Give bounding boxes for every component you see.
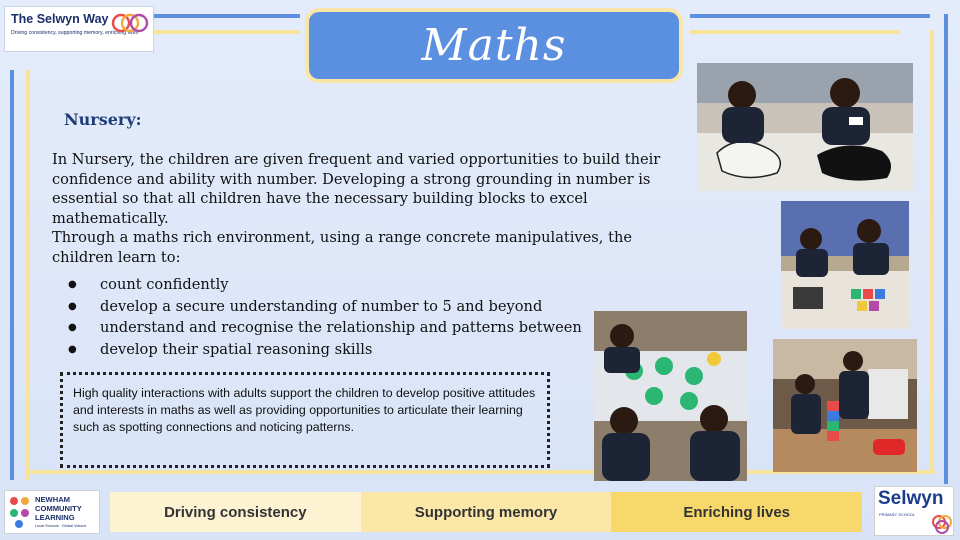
- frame-line: [150, 30, 300, 34]
- selwyn-name: Selwyn: [878, 488, 944, 509]
- photo-building-blocks: [773, 339, 917, 472]
- section-heading: Nursery:: [64, 110, 142, 129]
- logo-subtitle: Driving consistency, supporting memory, enriching lives: [11, 30, 138, 36]
- frame-line: [26, 70, 30, 480]
- bullet-item: ● count confidently: [52, 274, 612, 296]
- footer-segment: Supporting memory: [361, 492, 612, 532]
- title-banner: [305, 8, 683, 83]
- selwyn-way-logo: [4, 6, 154, 52]
- people-icon: [8, 495, 32, 529]
- photo-counting-table: [594, 311, 747, 481]
- selwyn-primary-logo: [874, 486, 954, 536]
- callout-box: High quality interactions with adults support the children to develop positive attitudes and interests in maths as well as providing opportunities to articulate their learning such as spotting connections and noticing patterns.: [60, 372, 550, 468]
- paragraph: In Nursery, the children are given frequent and varied opportunities to build their confidence and ability with number. Developing a strong grounding in number is essential so that all children have the necessary building blocks to excel mathematically.: [52, 151, 661, 227]
- bullet-item: ● develop a secure understanding of number to 5 and beyond: [52, 296, 612, 318]
- frame-line: [10, 70, 14, 480]
- footer-bar: [110, 492, 862, 532]
- body-text: [52, 150, 692, 268]
- selwyn-tagline: PRIMARY SCHOOL: [879, 512, 916, 517]
- photo-shape-tiles: [781, 201, 909, 329]
- rings-icon: [111, 12, 149, 34]
- newham-community-learning-logo: [4, 490, 100, 534]
- title-inner: [309, 12, 679, 79]
- frame-line: [930, 30, 934, 470]
- logo-title: The Selwyn Way: [11, 12, 109, 26]
- footer-segment: Enriching lives: [611, 492, 862, 532]
- frame-line: [150, 14, 300, 18]
- ncl-name: NEWHAM COMMUNITY LEARNING: [35, 495, 82, 522]
- bullet-item: ● understand and recognise the relationship and patterns between: [52, 317, 612, 339]
- bullet-item: ● develop their spatial reasoning skills: [52, 339, 612, 361]
- photo-children-drawing: [697, 63, 913, 191]
- bullet-list: [52, 274, 612, 360]
- footer-segment: Driving consistency: [110, 492, 361, 532]
- page-title: Maths: [421, 20, 567, 71]
- frame-line: [690, 14, 930, 18]
- frame-line: [944, 14, 948, 484]
- rings-icon: [931, 513, 953, 535]
- frame-line: [690, 30, 900, 34]
- paragraph: Through a maths rich environment, using a range concrete manipulatives, the children learn to:: [52, 229, 632, 266]
- ncl-tagline: Local Schools · Global Visions: [35, 524, 87, 528]
